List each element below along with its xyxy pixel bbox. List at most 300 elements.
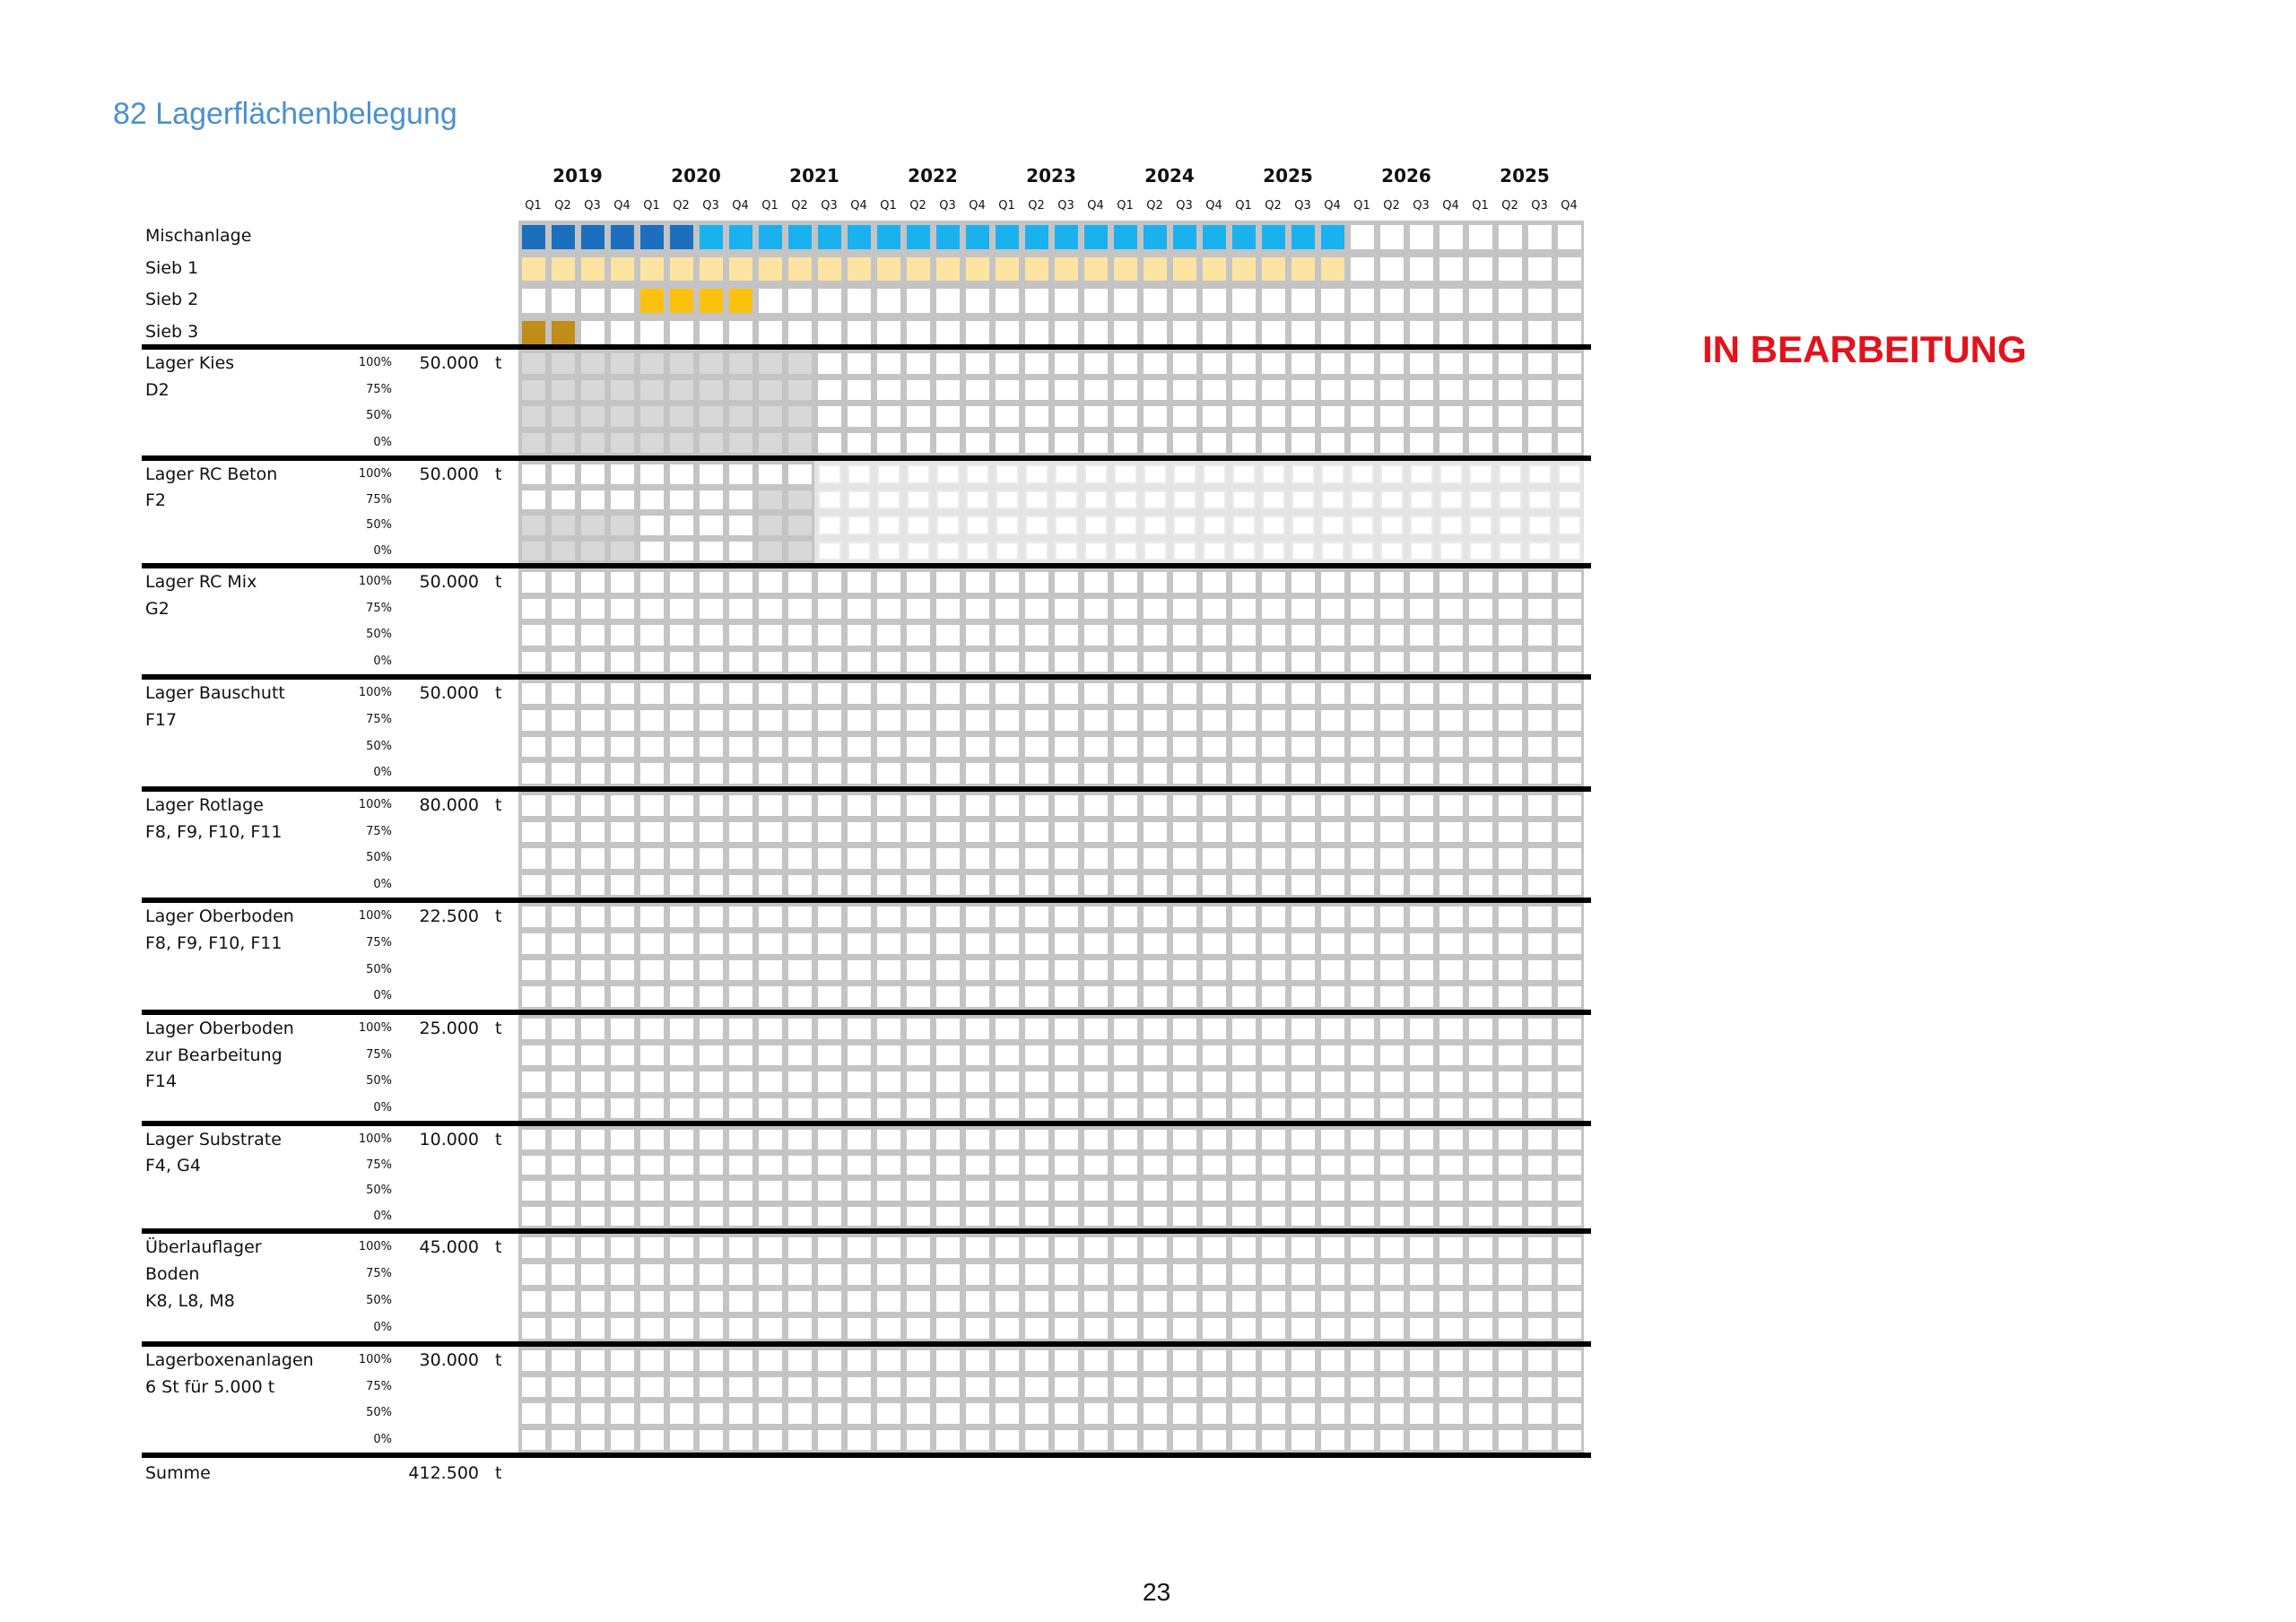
storage-cell [1292, 599, 1315, 620]
storage-cell [611, 353, 634, 374]
timeline-cell [966, 257, 989, 282]
storage-cell [759, 380, 782, 401]
storage-cell [848, 353, 871, 374]
storage-cell [700, 1430, 723, 1451]
storage-cell [1292, 1098, 1315, 1119]
storage-cell [1380, 433, 1404, 454]
storage-cell [1321, 1264, 1344, 1285]
storage-cell [640, 353, 664, 374]
storage-cell [1410, 1403, 1433, 1424]
storage-cell [522, 1130, 545, 1149]
storage-cell [522, 433, 545, 454]
timeline-cell [581, 289, 604, 313]
quarter-label: Q2 [1501, 199, 1518, 213]
storage-cell [1469, 822, 1492, 843]
storage-cell [1292, 710, 1315, 731]
storage-cell [1025, 737, 1048, 758]
quarter-label: Q1 [880, 199, 897, 213]
storage-cell [1380, 1403, 1404, 1424]
storage-label: Boden [145, 1264, 200, 1284]
storage-cell [1203, 1130, 1226, 1149]
storage-cell [1321, 1291, 1344, 1312]
storage-cell [1558, 1019, 1581, 1039]
storage-cell [1114, 1098, 1137, 1119]
storage-cell [522, 1019, 545, 1039]
storage-cell [1292, 763, 1315, 784]
timeline-cell [1321, 225, 1344, 249]
storage-cell [1321, 763, 1344, 784]
storage-cell [581, 1377, 604, 1398]
storage-cell [729, 652, 752, 672]
storage-cell [1528, 1403, 1552, 1424]
storage-label: F8, F9, F10, F11 [145, 821, 283, 842]
storage-cell [1084, 1071, 1108, 1092]
storage-cell [1203, 353, 1226, 374]
capacity-value: 22.500 [419, 906, 479, 926]
storage-cell [1262, 1071, 1285, 1092]
storage-cell [581, 490, 604, 510]
storage-cell [1144, 1264, 1167, 1285]
storage-cell [729, 710, 752, 731]
storage-cell [581, 433, 604, 454]
quarter-label: Q1 [643, 199, 660, 213]
quarter-label: Q3 [939, 199, 956, 213]
storage-cell [1262, 1098, 1285, 1119]
storage-cell [907, 848, 930, 869]
level-label: 0% [373, 1321, 392, 1334]
storage-cell [1262, 1207, 1285, 1227]
storage-cell [788, 763, 812, 784]
storage-cell [966, 1130, 989, 1149]
storage-cell [1055, 406, 1078, 427]
level-label: 50% [366, 1294, 392, 1307]
storage-cell [1262, 1318, 1285, 1339]
storage-cell [670, 795, 693, 816]
storage-cell [877, 1071, 900, 1092]
storage-cell [581, 1291, 604, 1312]
storage-cell [670, 1291, 693, 1312]
storage-cell [1321, 1207, 1344, 1227]
quarter-label: Q1 [1472, 199, 1489, 213]
storage-cell [1055, 1019, 1078, 1039]
storage-cell [788, 652, 812, 672]
storage-cell [1292, 960, 1315, 981]
timeline-cell [1321, 257, 1344, 282]
storage-label: Lager RC Mix [145, 572, 257, 592]
storage-cell [1439, 1071, 1463, 1092]
quarter-label: Q2 [791, 199, 808, 213]
storage-cell [1380, 1264, 1404, 1285]
storage-cell [611, 1403, 634, 1424]
section-divider [142, 898, 1591, 903]
timeline-cell [907, 225, 930, 249]
storage-cell [788, 380, 812, 401]
storage-cell [1173, 1045, 1196, 1066]
storage-cell [1528, 986, 1552, 1007]
storage-cell [1084, 1264, 1108, 1285]
storage-cell [759, 353, 782, 374]
storage-cell [966, 625, 989, 646]
storage-cell [996, 1156, 1019, 1175]
storage-cell [522, 737, 545, 758]
timeline-cell [1025, 257, 1048, 282]
storage-cell [552, 406, 575, 427]
timeline-cell [1410, 225, 1433, 249]
storage-cell [552, 599, 575, 620]
storage-cell [1292, 406, 1315, 427]
timeline-cell [1144, 289, 1167, 313]
storage-cell [522, 1207, 545, 1227]
storage-cell [1114, 1237, 1137, 1258]
storage-cell [1025, 906, 1048, 927]
storage-cell [1203, 906, 1226, 927]
storage-cell [640, 1237, 664, 1258]
storage-cell [1321, 933, 1344, 954]
storage-cell [1321, 1019, 1344, 1039]
storage-cell [1055, 599, 1078, 620]
storage-cell [1055, 683, 1078, 704]
storage-cell [1469, 1181, 1492, 1201]
storage-cell [611, 1130, 634, 1149]
storage-cell [1558, 1403, 1581, 1424]
storage-cell [759, 1377, 782, 1398]
storage-cell [640, 542, 664, 561]
level-label: 75% [366, 1379, 392, 1393]
storage-cell [640, 572, 664, 593]
storage-cell [1499, 1019, 1522, 1039]
storage-cell [788, 1318, 812, 1339]
storage-cell [611, 1019, 634, 1039]
storage-cell [1410, 433, 1433, 454]
storage-cell [640, 906, 664, 927]
timeline-cell [1469, 289, 1492, 313]
storage-cell [729, 516, 752, 535]
storage-cell [1025, 848, 1048, 869]
storage-cell [1144, 1071, 1167, 1092]
storage-cell [1499, 1071, 1522, 1092]
timeline-cell [1380, 257, 1404, 282]
storage-cell [1351, 625, 1374, 646]
storage-cell [552, 848, 575, 869]
storage-cell [1528, 1156, 1552, 1175]
storage-cell [581, 406, 604, 427]
storage-cell [1055, 1318, 1078, 1339]
storage-cell [1410, 737, 1433, 758]
storage-cell [1499, 822, 1522, 843]
storage-cell [670, 1071, 693, 1092]
storage-cell [1558, 1045, 1581, 1066]
storage-cell [848, 795, 871, 816]
storage-cell [1439, 625, 1463, 646]
storage-cell [611, 1318, 634, 1339]
storage-cell [1321, 652, 1344, 672]
storage-cell [1262, 1430, 1285, 1451]
storage-cell [729, 1207, 752, 1227]
storage-cell [1558, 933, 1581, 954]
storage-cell [1558, 795, 1581, 816]
storage-label: Lager Substrate [145, 1130, 282, 1149]
storage-cell [1262, 433, 1285, 454]
storage-cell [552, 1403, 575, 1424]
capacity-unit: t [495, 683, 502, 703]
storage-cell [1410, 1130, 1433, 1149]
storage-cell [966, 380, 989, 401]
storage-cell [996, 1403, 1019, 1424]
year-label: 2019 [552, 165, 603, 186]
storage-cell [729, 406, 752, 427]
storage-cell [1410, 1156, 1433, 1175]
storage-cell [907, 710, 930, 731]
storage-cell [1232, 380, 1256, 401]
storage-cell [818, 1019, 841, 1039]
storage-cell [611, 1181, 634, 1201]
storage-cell [1292, 875, 1315, 896]
storage-cell [1380, 763, 1404, 784]
storage-cell [996, 986, 1019, 1007]
timeline-cell [1084, 257, 1108, 282]
storage-cell [907, 1403, 930, 1424]
storage-cell [1321, 795, 1344, 816]
storage-cell [1558, 848, 1581, 869]
storage-cell [996, 848, 1019, 869]
storage-cell [759, 599, 782, 620]
storage-cell [1262, 1130, 1285, 1149]
storage-cell [1114, 1181, 1137, 1201]
storage-cell [996, 1318, 1019, 1339]
storage-cell [581, 652, 604, 672]
timeline-cell [522, 225, 545, 249]
storage-cell [1499, 848, 1522, 869]
storage-cell [877, 1130, 900, 1149]
storage-cell [1262, 986, 1285, 1007]
storage-cell [1410, 1019, 1433, 1039]
storage-cell [729, 490, 752, 510]
storage-cell [1025, 1130, 1048, 1149]
storage-cell [581, 1430, 604, 1451]
quarter-label: Q2 [1028, 199, 1045, 213]
storage-cell [788, 1019, 812, 1039]
storage-cell [700, 848, 723, 869]
storage-cell [700, 464, 723, 484]
storage-cell [1558, 1156, 1581, 1175]
timeline-cell [611, 257, 634, 282]
storage-cell [1410, 906, 1433, 927]
timeline-cell [1025, 225, 1048, 249]
storage-cell [1351, 1098, 1374, 1119]
storage-cell [522, 848, 545, 869]
storage-cell [1528, 406, 1552, 427]
quarter-label: Q1 [1117, 199, 1134, 213]
storage-cell [581, 1071, 604, 1092]
storage-cell [1558, 1207, 1581, 1227]
storage-cell [729, 763, 752, 784]
level-label: 100% [358, 356, 392, 369]
storage-cell [788, 490, 812, 510]
timeline-cell [818, 225, 841, 249]
storage-cell [1055, 763, 1078, 784]
storage-cell [1055, 875, 1078, 896]
storage-cell [966, 875, 989, 896]
storage-cell [996, 906, 1019, 927]
storage-cell [966, 737, 989, 758]
section-divider [142, 1453, 1591, 1458]
storage-cell [1114, 986, 1137, 1007]
storage-label: Lager Bauschutt [145, 683, 285, 703]
storage-cell [966, 1181, 989, 1201]
storage-cell [700, 652, 723, 672]
storage-cell [1469, 986, 1492, 1007]
storage-cell [729, 353, 752, 374]
storage-cell [1469, 1350, 1492, 1371]
section-divider [142, 1341, 1591, 1347]
storage-cell [1528, 933, 1552, 954]
storage-cell [1262, 599, 1285, 620]
storage-cell [877, 710, 900, 731]
storage-cell [1173, 599, 1196, 620]
storage-cell [1469, 1291, 1492, 1312]
storage-cell [640, 848, 664, 869]
storage-cell [1351, 933, 1374, 954]
storage-cell [936, 1430, 960, 1451]
storage-cell [759, 1130, 782, 1149]
storage-cell [1558, 1291, 1581, 1312]
storage-cell [581, 380, 604, 401]
storage-cell [1292, 1130, 1315, 1149]
storage-cell [788, 822, 812, 843]
storage-cell [788, 933, 812, 954]
storage-cell [1351, 406, 1374, 427]
storage-cell [907, 1291, 930, 1312]
storage-cell [1025, 875, 1048, 896]
storage-cell [1144, 406, 1167, 427]
storage-cell [1499, 1403, 1522, 1424]
quarter-label: Q3 [1176, 199, 1193, 213]
storage-cell [1262, 875, 1285, 896]
storage-cell [611, 1291, 634, 1312]
storage-cell [1351, 1071, 1374, 1092]
storage-cell [1499, 1156, 1522, 1175]
storage-cell [877, 652, 900, 672]
storage-cell [848, 1430, 871, 1451]
storage-cell [1410, 599, 1433, 620]
timeline-cell [581, 321, 604, 345]
timeline-cell [1232, 289, 1256, 313]
storage-cell [877, 1181, 900, 1201]
storage-cell [670, 1019, 693, 1039]
timeline-cell [788, 225, 812, 249]
timeline-cell [1025, 321, 1048, 345]
storage-cell [1439, 933, 1463, 954]
level-label: 75% [366, 1047, 392, 1062]
quarter-label: Q4 [1442, 199, 1459, 213]
storage-cell [1499, 1181, 1522, 1201]
storage-cell [1232, 652, 1256, 672]
storage-cell [1410, 1291, 1433, 1312]
storage-cell [907, 1207, 930, 1227]
timeline-cell [877, 225, 900, 249]
storage-cell [1055, 1181, 1078, 1201]
storage-cell [996, 353, 1019, 374]
storage-label: G2 [145, 598, 170, 619]
storage-cell [1114, 1350, 1137, 1371]
storage-cell [1203, 1377, 1226, 1398]
storage-cell [1173, 710, 1196, 731]
year-label: 2023 [1026, 165, 1076, 186]
storage-cell [936, 1318, 960, 1339]
storage-cell [670, 406, 693, 427]
storage-cell [552, 464, 575, 484]
storage-cell [640, 822, 664, 843]
storage-cell [522, 464, 545, 484]
timeline-cell [788, 257, 812, 282]
storage-cell [729, 380, 752, 401]
storage-cell [1351, 906, 1374, 927]
storage-cell [611, 737, 634, 758]
storage-cell [996, 960, 1019, 981]
storage-cell [966, 1318, 989, 1339]
storage-cell [1558, 652, 1581, 672]
storage-cell [552, 572, 575, 593]
timeline-cell [1558, 289, 1581, 313]
storage-cell [729, 1291, 752, 1312]
level-label: 75% [366, 492, 392, 507]
storage-cell [936, 906, 960, 927]
storage-cell [522, 1098, 545, 1119]
storage-cell [759, 1403, 782, 1424]
storage-cell [552, 1181, 575, 1201]
storage-cell [877, 1098, 900, 1119]
storage-cell [581, 875, 604, 896]
timeline-cell [1203, 257, 1226, 282]
storage-cell [1025, 1264, 1048, 1285]
storage-cell [1410, 1264, 1433, 1285]
storage-cell [1321, 1403, 1344, 1424]
timeline-cell [1173, 225, 1196, 249]
timeline-cell [552, 225, 575, 249]
storage-cell [966, 986, 989, 1007]
storage-cell [552, 1264, 575, 1285]
storage-cell [1232, 1156, 1256, 1175]
storage-cell [1055, 625, 1078, 646]
quarter-label: Q4 [1561, 199, 1578, 213]
storage-label: F2 [145, 490, 167, 510]
storage-cell [1439, 1291, 1463, 1312]
storage-cell [818, 848, 841, 869]
storage-cell [1173, 1019, 1196, 1039]
storage-cell [1558, 986, 1581, 1007]
timeline-cell [729, 289, 752, 313]
storage-cell [848, 652, 871, 672]
storage-cell [848, 710, 871, 731]
storage-cell [1025, 433, 1048, 454]
timeline-cell [1380, 225, 1404, 249]
year-label: 2025 [1500, 165, 1550, 186]
storage-cell [1055, 1403, 1078, 1424]
storage-cell [552, 1071, 575, 1092]
storage-cell [788, 572, 812, 593]
storage-cell [1351, 1130, 1374, 1149]
storage-cell [670, 1350, 693, 1371]
storage-cell [522, 490, 545, 510]
storage-cell [640, 795, 664, 816]
storage-cell [1499, 572, 1522, 593]
storage-cell [1084, 572, 1108, 593]
storage-cell [700, 795, 723, 816]
storage-cell [611, 433, 634, 454]
storage-cell [1055, 960, 1078, 981]
storage-cell [1469, 795, 1492, 816]
storage-cell [848, 1019, 871, 1039]
